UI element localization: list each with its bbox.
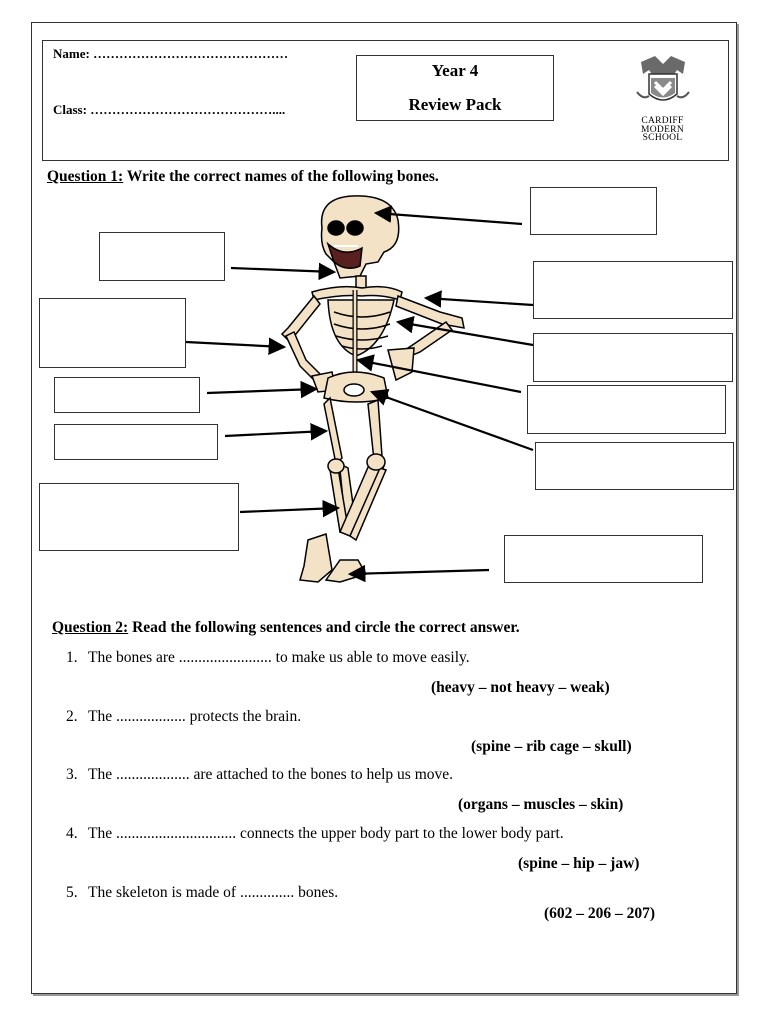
item-number: 3. [66, 766, 78, 783]
item-number: 1. [66, 649, 78, 666]
logo-text-line: CARDIFF [641, 116, 684, 126]
item-text: The .................. protects the brain. [88, 708, 302, 725]
sentence-4 [66, 825, 564, 843]
sentence-5 [66, 884, 338, 902]
answer-box-skull[interactable] [530, 187, 657, 235]
answer-box-pelvis[interactable] [535, 442, 734, 490]
arrow-collarbone [426, 298, 533, 305]
item-text: The bones are ........................ to make us able to move easily. [88, 649, 470, 666]
arrow-jaw [231, 268, 334, 272]
answer-box-arm[interactable] [39, 298, 186, 368]
answer-box-shin[interactable] [39, 483, 239, 551]
answer-box-hand[interactable] [54, 377, 200, 413]
logo-text-line: SCHOOL [642, 133, 683, 144]
answer-options-2[interactable]: (spine – rib cage – skull) [471, 738, 632, 755]
arrow-thigh [225, 431, 326, 436]
class-label: Class: [53, 102, 87, 117]
answer-box-collarbone[interactable] [533, 261, 733, 319]
answer-options-1[interactable]: (heavy – not heavy – weak) [431, 679, 610, 696]
item-text: The ................... are attached to the bones to help us move. [88, 766, 454, 783]
answer-options-4[interactable]: (spine – hip – jaw) [518, 855, 640, 872]
question-2-text: Read the following sentences and circle the correct answer. [128, 619, 520, 636]
answer-options-5[interactable]: (602 – 206 – 207) [544, 905, 656, 922]
item-text: The ............................... connects the upper body part to the lower body part. [88, 825, 564, 842]
item-number: 2. [66, 708, 78, 725]
answer-options-3[interactable]: (organs – muscles – skin) [458, 796, 624, 813]
item-text: The skeleton is made of .............. bones. [88, 884, 339, 901]
title-review-pack: Review Pack [408, 95, 502, 114]
logo-text-line: MODERN [641, 124, 684, 135]
answer-box-jaw[interactable] [99, 232, 225, 281]
question-1-text: Write the correct names of the following bones. [123, 168, 439, 185]
sentence-1 [66, 649, 470, 667]
question-1-label: Question 1: [47, 168, 124, 185]
question-2-label: Question 2: [52, 619, 129, 636]
answer-box-foot[interactable] [504, 535, 703, 583]
name-blank[interactable]: ……………………………………… [93, 46, 289, 61]
answer-box-spine[interactable] [527, 385, 726, 434]
arrow-foot [350, 570, 489, 574]
arrow-pelvis [372, 392, 533, 450]
arrow-hand [207, 389, 316, 393]
question-2-heading [52, 619, 520, 637]
arrow-shin [240, 508, 338, 512]
name-label: Name: [53, 46, 90, 61]
class-blank[interactable]: …………………………………….... [90, 102, 286, 117]
arrow-arm [186, 342, 284, 347]
sentence-2 [66, 708, 301, 726]
answer-box-ribs[interactable] [533, 333, 733, 382]
title-year: Year 4 [431, 61, 479, 80]
sentence-3 [66, 766, 453, 784]
answer-box-thigh[interactable] [54, 424, 218, 460]
item-number: 5. [66, 884, 78, 901]
item-number: 4. [66, 825, 78, 842]
